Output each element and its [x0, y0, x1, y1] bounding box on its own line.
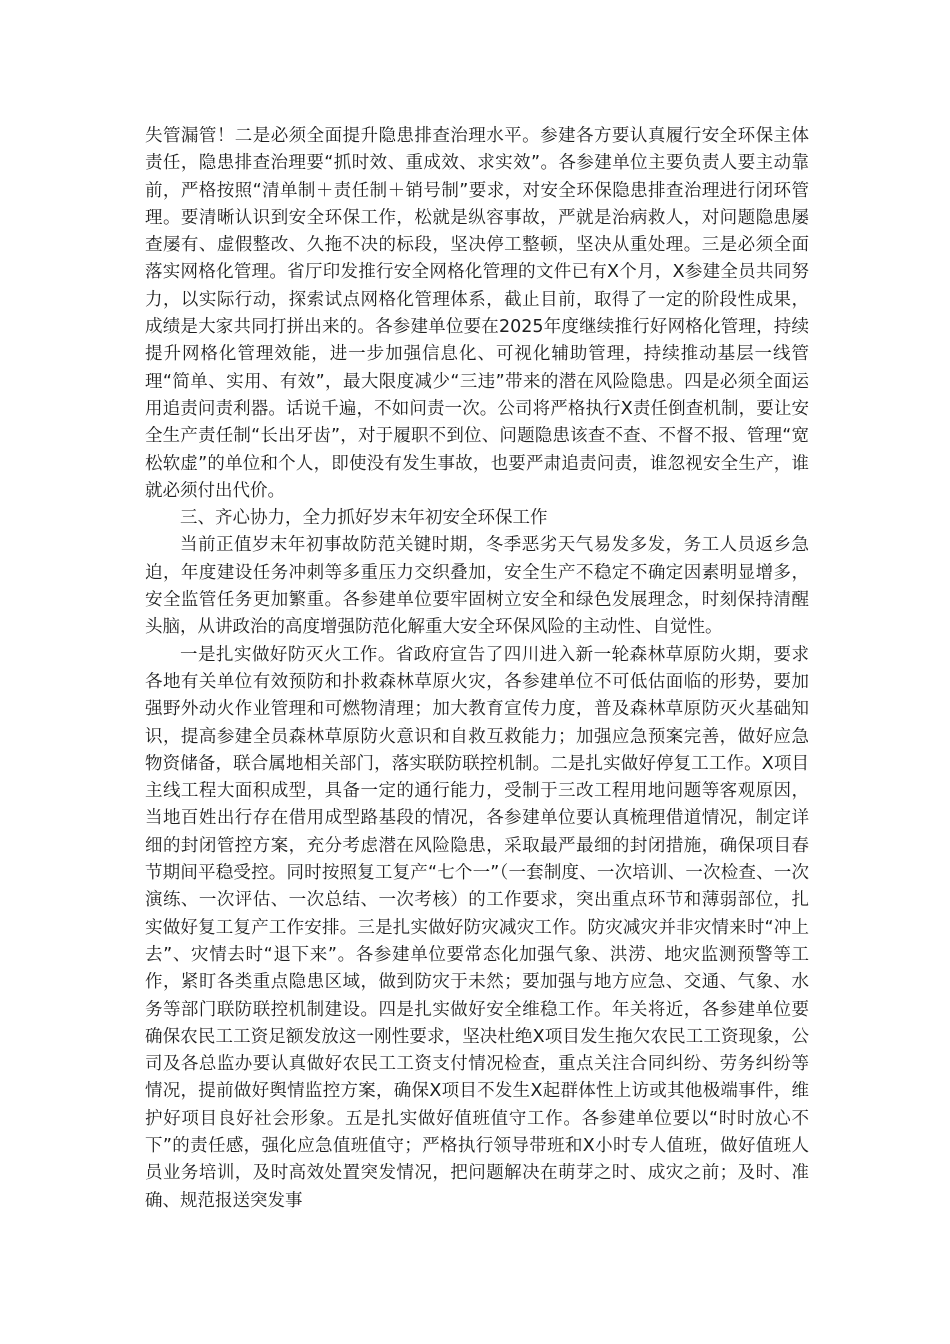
paragraph-1: 失管漏管！二是必须全面提升隐患排查治理水平。参建各方要认真履行安全环保主体责任，隐患排查治理要“抓时效、重成效、求实效”。各参建单位主要负责人要主动靠前，严格按照“清单制＋责任制＋销号制”要求，对安全环保隐患排查治理进行闭环管理。要清晰认识到安全环保工作，松就是纵容事故，严就是治病救人，对问题隐患屡查屡有、虚假整改、久拖不决的标段，坚决停工整顿，坚决从重处理。三是必须全面落实网格化管理。省厅印发推行安全网格化管理的文件已有X个月，X参建全员共同努力，以实际行动，探索试点网格化管理体系，截止目前，取得了一定的阶段性成果，成绩是大家共同打拼出来的。各参建单位要在2025年度继续推行好网格化管理，持续提升网格化管理效能，进一步加强信息化、可视化辅助管理，持续推动基层一线管理“简单、实用、有效”，最大限度减少“三违”带来的潜在风险隐患。四是必须全面运用追责问责利器。话说千遍，不如问责一次。公司将严格执行X责任倒查机制，要让安全生产责任制“长出牙齿”，对于履职不到位、问题隐患该查不查、不督不报、管理“宽松软虚”的单位和个人，即使没有发生事故，也要严肃追责问责，谁忽视安全生产，谁就必须付出代价。: [145, 126, 809, 501]
paragraph-3: 一是扎实做好防灭火工作。省政府宣告了四川进入新一轮森林草原防火期，要求各地有关单位有效预防和扑救森林草原火灾，各参建单位不可低估面临的形势，要加强野外动火作业管理和可燃物清理；加大教育宣传力度，普及森林草原防灭火基础知识，提高参建全员森林草原防火意识和自救互救能力；加强应急预案完善，做好应急物资储备，联合属地相关部门，落实联防联控机制。二是扎实做好停复工工作。X项目主线工程大面积成型，具备一定的通行能力，受制于三改工程用地问题等客观原因，当地百姓出行存在借用成型路基段的情况，各参建单位要认真梳理借道情况，制定详细的封闭管控方案，充分考虑潜在风险隐患，采取最严最细的封闭措施，确保项目春节期间平稳受控。同时按照复工复产“七个一”（一套制度、一次培训、一次检查、一次演练、一次评估、一次总结、一次考核）的工作要求，突出重点环节和薄弱部位，扎实做好复工复产工作安排。三是扎实做好防灾减灾工作。防灾减灾并非灾情来时“冲上去”、灾情去时“退下来”。各参建单位要常态化加强气象、洪涝、地灾监测预警等工作，紧盯各类重点隐患区域，做到防灾于未然；要加强与地方应急、交通、气象、水务等部门联防联控机制建设。四是扎实做好安全维稳工作。年关将近，各参建单位要确保农民工工资足额发放这一刚性要求，坚决杜绝X项目发生拖欠农民工工资现象，公司及各总监办要认真做好农民工工资支付情况检查，重点关注合同纠纷、劳务纠纷等情况，提前做好舆情监控方案，确保X项目不发生X起群体性上访或其他极端事件，维护好项目良好社会形象。五是扎实做好值班值守工作。各参建单位要以“时时放心不下”的责任感，强化应急值班值守；严格执行领导带班和X小时专人值班，做好值班人员业务培训，及时高效处置突发情况，把问题解决在萌芽之时、成灾之前；及时、准确、规范报送突发事: [145, 644, 809, 1211]
document-page: [145, 123, 809, 1215]
paragraph-2: 当前正值岁末年初事故防范关键时期，冬季恶劣天气易发多发，务工人员返乡急迫，年度建设任务冲刺等多重压力交织叠加，安全生产不稳定不确定因素明显增多，安全监管任务更加繁重。各参建单位要牢固树立安全和绿色发展理念，时刻保持清醒头脑，从讲政治的高度增强防范化解重大安全环保风险的主动性、自觉性。: [145, 535, 809, 638]
section-heading: 三、齐心协力，全力抓好岁末年初安全环保工作: [180, 508, 548, 529]
